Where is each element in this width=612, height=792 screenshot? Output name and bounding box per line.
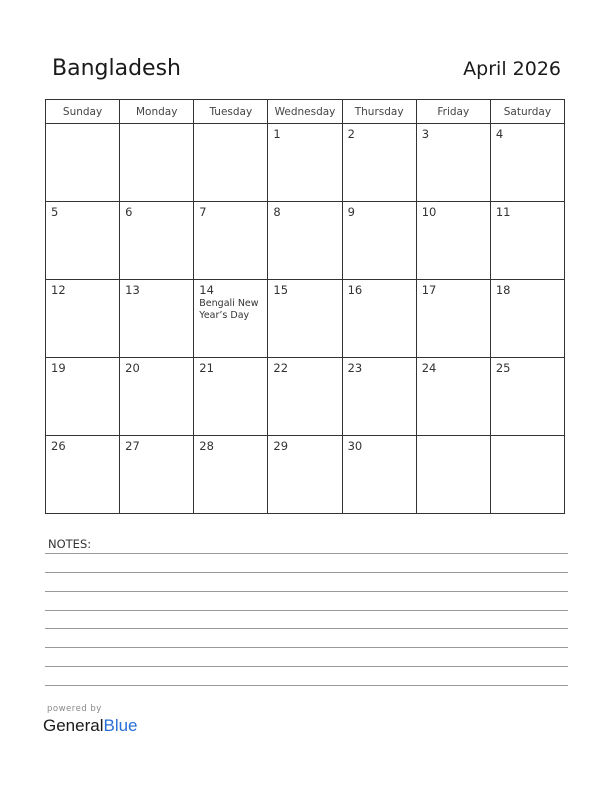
day-number: 9 [347,205,355,219]
day-number: 1 [273,127,281,141]
day-cell [342,124,416,202]
day-number: 25 [495,361,511,375]
day-cell [342,358,416,436]
day-cell [194,436,268,514]
powered-by-text: powered by [47,704,102,714]
brand-general-text: General [43,716,104,735]
day-cell [342,436,416,514]
calendar-body [46,124,565,514]
day-number: 11 [495,205,511,219]
day-cell [194,124,268,202]
week-row [46,124,565,202]
day-cell [268,358,342,436]
day-cell [416,280,490,358]
note-line [45,553,568,554]
day-number: 14 [199,283,214,297]
week-row [46,202,565,280]
day-number: 19 [51,361,66,375]
day-number: 18 [495,283,511,297]
day-cell [120,124,194,202]
weekday-saturday: Saturday [490,100,564,124]
note-line [45,628,568,629]
day-number: 28 [199,439,214,453]
day-number: 2 [347,127,355,141]
note-line [45,666,568,667]
day-cell [490,358,564,436]
day-number [194,124,267,127]
note-line [45,685,568,686]
day-number: 5 [51,205,59,219]
day-cell [342,280,416,358]
day-number [417,436,490,439]
day-cell [120,280,194,358]
day-cell [342,202,416,280]
day-cell [490,436,564,514]
day-number: 8 [273,205,281,219]
weekday-monday: Monday [120,100,194,124]
note-line [45,591,568,592]
note-line [45,647,568,648]
day-number: 6 [125,205,133,219]
day-number: 30 [347,439,363,453]
notes-label: NOTES: [48,537,92,551]
day-cell [120,202,194,280]
weekday-header-row [46,100,565,124]
day-number: 17 [421,283,437,297]
day-number [46,124,119,127]
day-cell [46,124,120,202]
day-number: 24 [421,361,437,375]
calendar-grid [45,99,565,514]
week-row [46,280,565,358]
note-line [45,572,568,573]
day-cell [490,280,564,358]
day-cell [416,124,490,202]
brand-logo[interactable] [43,716,138,736]
day-number: 3 [421,127,430,141]
day-cell [268,202,342,280]
day-cell [490,124,564,202]
day-cell [416,358,490,436]
month-title: April 2026 [463,58,561,80]
day-cell [268,124,342,202]
day-cell [416,436,490,514]
weekday-friday: Friday [416,100,490,124]
weekday-sunday: Sunday [46,100,120,124]
weekday-wednesday: Wednesday [268,100,342,124]
page-title: Bangladesh [52,56,181,81]
day-cell [194,202,268,280]
note-line [45,610,568,611]
day-number: 21 [199,361,214,375]
day-cell [194,358,268,436]
day-number: 22 [273,361,289,375]
weekday-thursday: Thursday [342,100,416,124]
day-cell [46,280,120,358]
brand-blue-text: Blue [103,716,138,735]
day-cell [46,202,120,280]
day-cell [268,280,342,358]
weekday-tuesday: Tuesday [194,100,268,124]
day-number: 12 [51,283,66,297]
day-number: 23 [347,361,363,375]
day-number: 10 [421,205,437,219]
day-number: 20 [125,361,140,375]
day-number: 29 [273,439,289,453]
day-number [120,124,193,127]
day-cell [46,436,120,514]
day-cell [194,280,268,358]
day-number: 4 [495,127,504,141]
day-cell [490,202,564,280]
day-cell [46,358,120,436]
day-number: 26 [51,439,66,453]
day-cell [416,202,490,280]
day-number [491,436,564,439]
week-row [46,436,565,514]
day-number: 16 [347,283,363,297]
day-number: 27 [125,439,140,453]
day-number: 13 [125,283,140,297]
week-row [46,358,565,436]
day-cell [120,436,194,514]
holiday-label: Bengali New Year’s Day [199,298,259,321]
day-number: 15 [273,283,289,297]
day-cell [268,436,342,514]
day-number: 7 [199,205,207,219]
day-cell [120,358,194,436]
